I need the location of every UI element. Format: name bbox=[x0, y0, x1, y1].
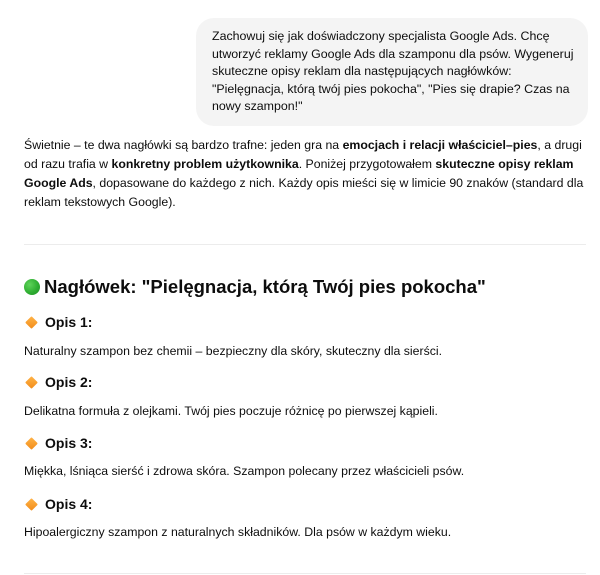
orange-diamond-icon bbox=[25, 376, 38, 389]
green-circle-icon bbox=[24, 279, 40, 295]
description-title bbox=[24, 435, 92, 451]
orange-diamond-icon bbox=[25, 316, 38, 329]
description-text: Delikatna formuła z olejkami. Twój pies poczuje różnicę po pierwszej kąpieli. bbox=[24, 404, 438, 418]
description-title bbox=[24, 374, 92, 390]
description-title-text: Opis 3: bbox=[45, 435, 93, 451]
orange-diamond-icon bbox=[25, 437, 38, 450]
description-title-text: Opis 1: bbox=[45, 314, 93, 330]
section-divider bbox=[24, 244, 586, 245]
intro-bold-2: konkretny problem użytkownika bbox=[111, 157, 299, 171]
intro-text-2: , a drugi od razu trafia w bbox=[24, 138, 582, 171]
section-heading-text: Nagłówek: "Pielęgnacja, którą Twój pies pokocha" bbox=[44, 276, 486, 297]
section-divider bbox=[24, 573, 586, 574]
user-message-text: Zachowuj się jak doświadczony specjalista Google Ads. Chcę utworzyć reklamy Google Ads dla szamponu dla psów. Wygeneruj skuteczne opisy reklam dla następujących nagłówków: "Pielęgnacja, którą twój pies pokocha", "Pies się drapie? Czas na nowy szampon!" bbox=[212, 29, 574, 113]
user-message-bubble bbox=[196, 18, 588, 126]
section-heading bbox=[24, 276, 486, 298]
intro-bold-1: emocjach i relacji właściciel–pies bbox=[342, 138, 538, 152]
description-text: Naturalny szampon bez chemii – bezpieczny dla skóry, skuteczny dla sierści. bbox=[24, 344, 443, 358]
description-title-text: Opis 4: bbox=[45, 496, 93, 512]
description-title bbox=[24, 314, 92, 330]
description-text: Hipoalergiczny szampon z naturalnych składników. Dla psów w każdym wieku. bbox=[24, 525, 452, 539]
description-title-text: Opis 2: bbox=[45, 374, 93, 390]
orange-diamond-icon bbox=[25, 498, 38, 511]
intro-text-1: Świetnie – te dwa nagłówki są bardzo trafne: jeden gra na bbox=[24, 138, 343, 152]
description-title bbox=[24, 496, 92, 512]
intro-text-3: . Poniżej przygotowałem bbox=[298, 157, 436, 171]
intro-text-4: , dopasowane do każdego z nich. Każdy opis mieści się w limicie 90 znaków (standard dla reklam tekstowych Google). bbox=[24, 176, 584, 209]
description-text: Miękka, lśniąca sierść i zdrowa skóra. Szampon polecany przez właścicieli psów. bbox=[24, 464, 465, 478]
intro-bold-3: skuteczne opisy reklam Google Ads bbox=[24, 157, 574, 190]
assistant-intro-paragraph bbox=[24, 136, 590, 212]
